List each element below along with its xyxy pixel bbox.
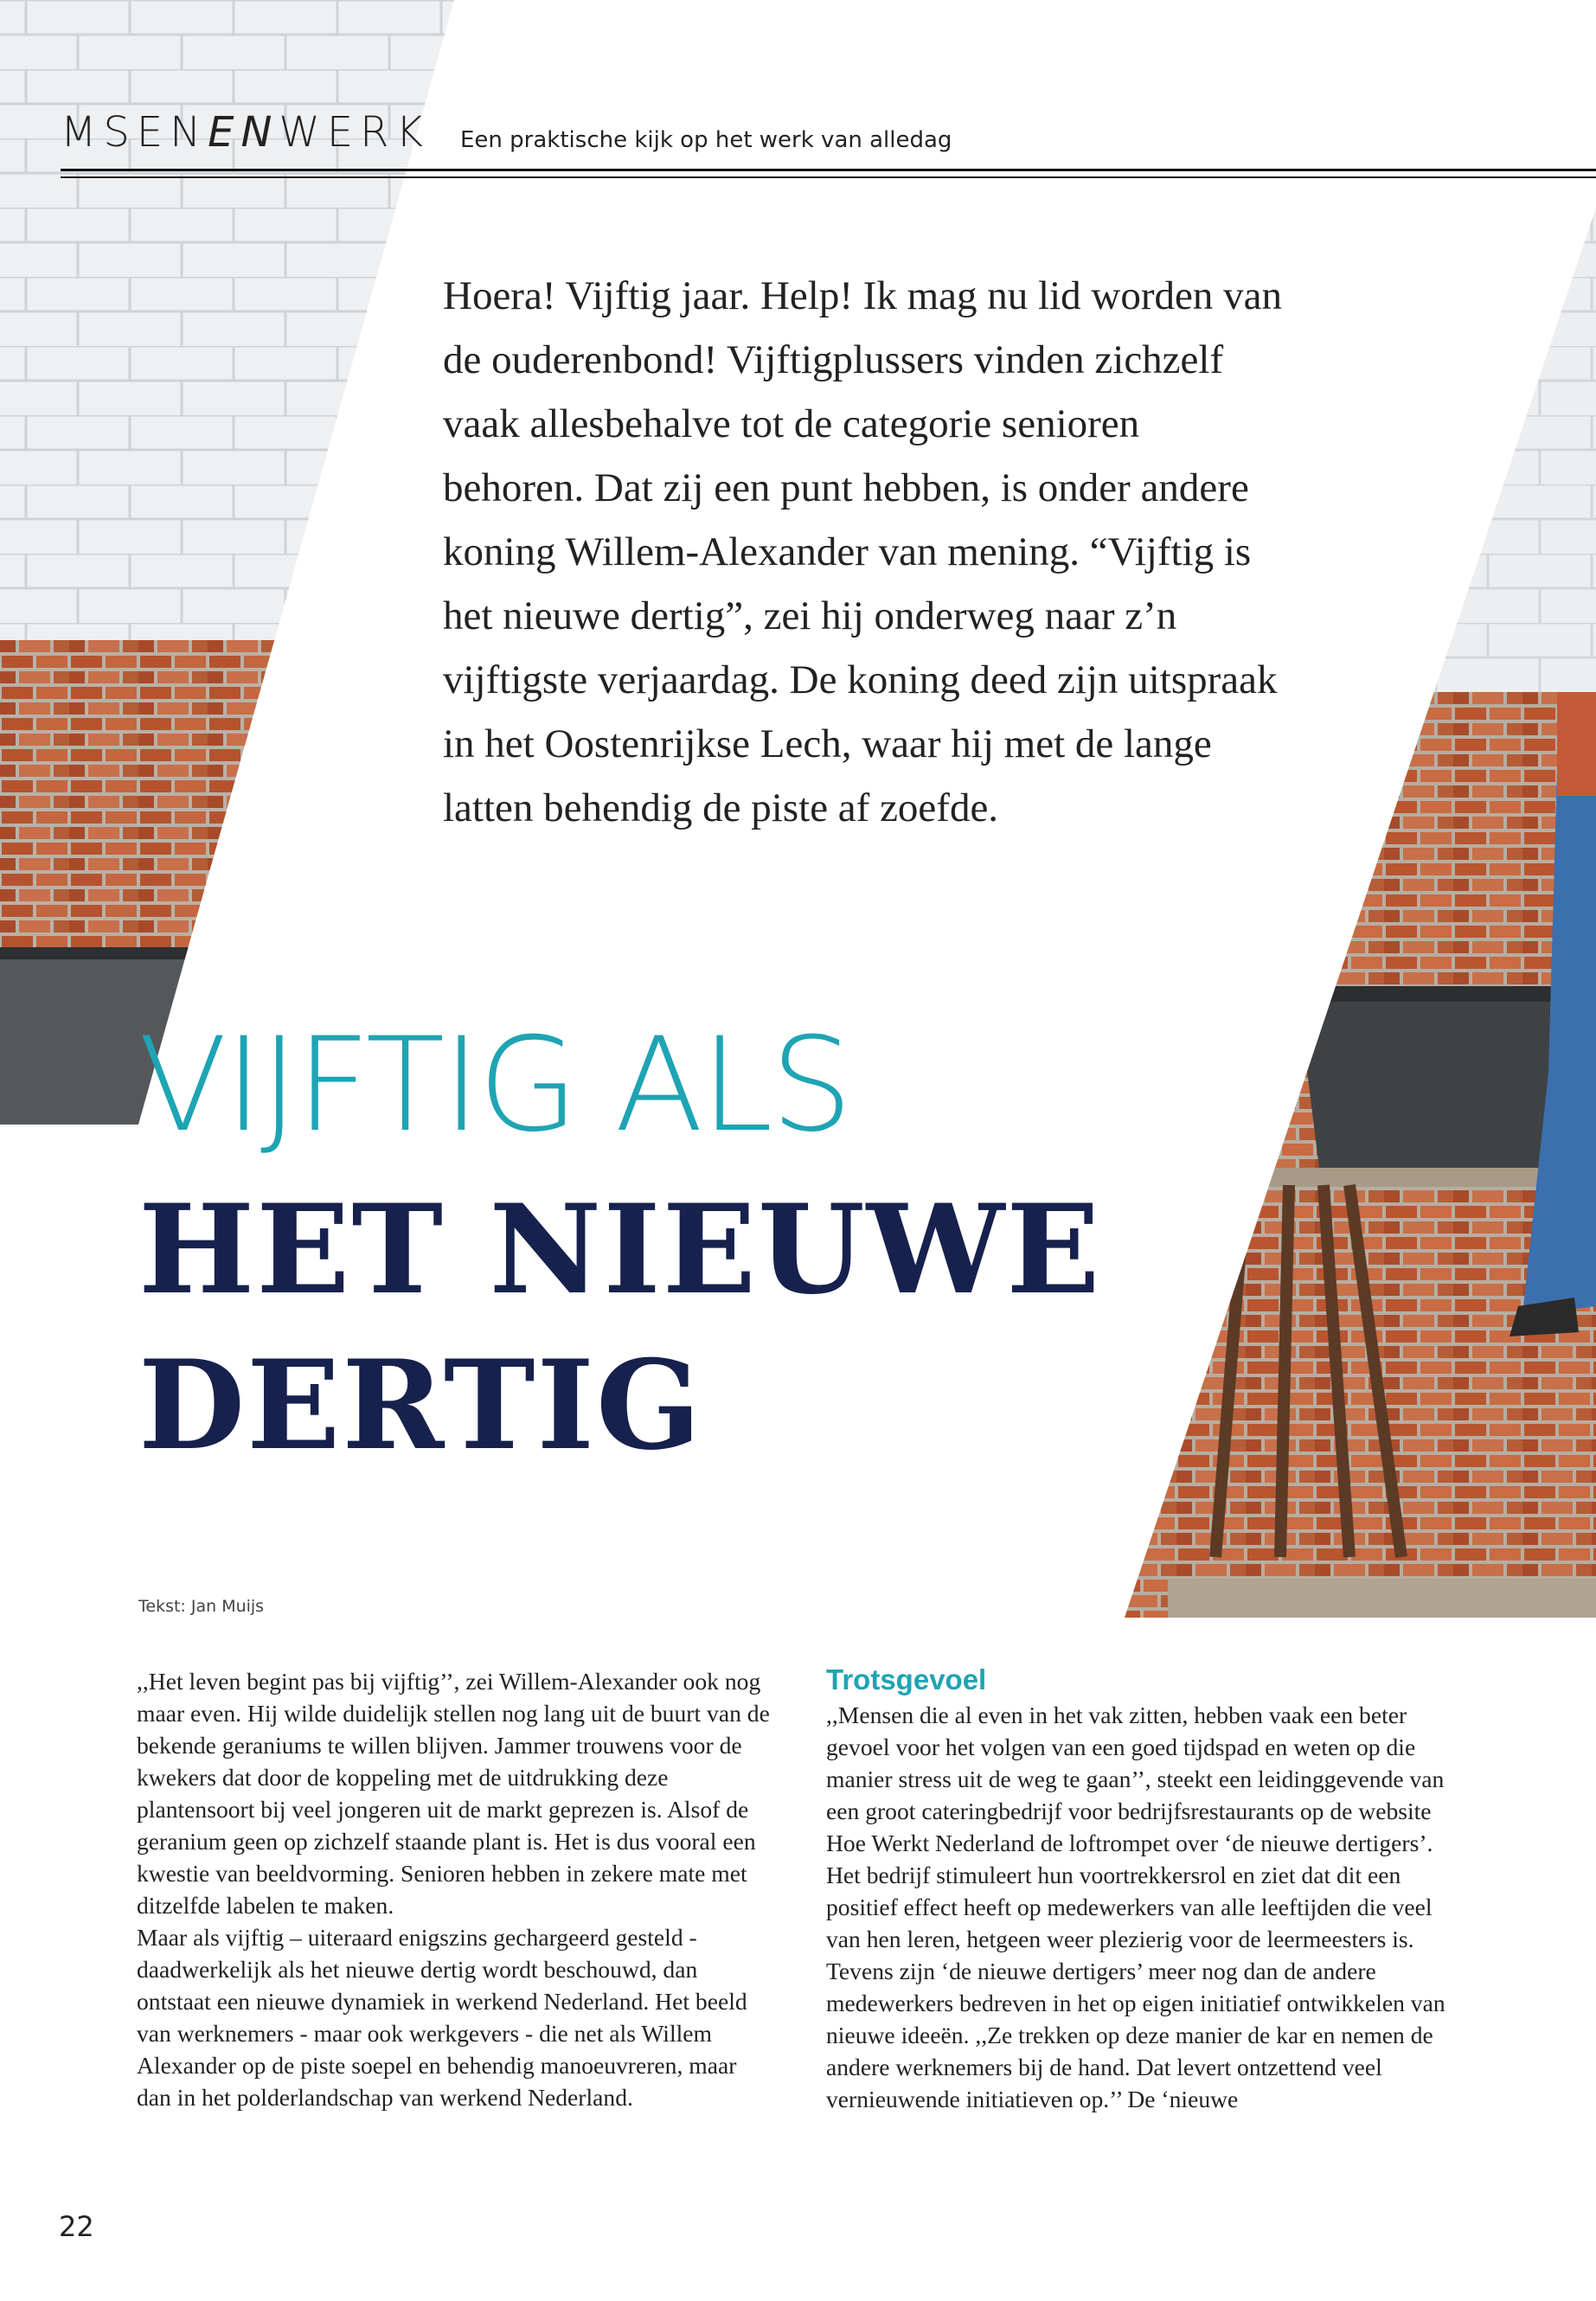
intro-paragraph: Hoera! Vijftig jaar. Help! Ik mag nu lid worden van de ouderenbond! Vijftigplussers vinden zichzelf vaak allesbehalve tot de categorie senioren behoren. Dat zij een punt hebben, is onder andere koning Willem-Alexander van mening. “Vijftig is het nieuwe dertig”, zei hij onderweg naar z’n vijftigste verjaardag. De koning deed zijn uitspraak in het Oostenrijkse Lech, waar hij met de lange latten behendig de piste af zoefde. — [443, 273, 1282, 830]
headline-line-2: HET NIEUWE — [138, 1178, 1102, 1322]
header-rule-secondary — [61, 176, 1596, 178]
headline-line-3: DERTIG — [138, 1334, 703, 1477]
article-paragraph: Maar als vijftig – uiteraard enigszins gechargeerd gesteld - daadwerkelijk als het nieuwe dertig wordt beschouwd, dan ontstaat een nieuwe dynamiek in werkend Nederland. Het beeld van werknemers - maar ook werkgevers - die net als Willem Alexander op de piste soepel en behendig manoeuvreren, maar dan in het polderlandschap van werkend Nederland. — [137, 1924, 747, 2111]
article-column-right — [826, 1663, 1462, 2115]
section-header — [61, 108, 1596, 186]
article-paragraph: ,,Het leven begint pas bij vijftig’’, zei Willem-Alexander ook nog maar even. Hij wilde duidelijk stellen nog lang uit de buurt van de bekende geraniums te willen blijven. Jammer trouwens voor de kwekers dat door de koppeling met de uitdrukking deze plantensoort bij veel jongeren uit de markt geprezen is. Alsof de geranium geen op zichzelf staande plant is. Het is dus vooral een kwestie van beeldvorming. Senioren hebben in zekere mate met ditzelfde labelen te maken. — [137, 1668, 770, 1919]
section-tagline: Een praktische kijk op het werk van alledag — [460, 127, 952, 153]
section-brand — [61, 108, 430, 157]
brand-suffix: WERK — [279, 108, 430, 157]
headline-line-1: VIJFTIG ALS — [138, 1010, 850, 1161]
author-credit: Tekst: Jan Muijs — [138, 1597, 265, 1616]
article-paragraph: Tevens zijn ‘de nieuwe dertigers’ meer nog dan de andere medewerkers bedreven in het op eigen initiatief ontwikkelen van nieuwe ideeën. ,,Ze trekken op deze manier de kar en nemen de andere werknemers bij de hand. Dat levert ontzettend veel vernieuwende initiatieven op.’’ De ‘nieuwe — [826, 1958, 1445, 2112]
header-rule — [61, 169, 1596, 171]
brand-prefix: MSEN — [61, 108, 208, 157]
article-column-left — [137, 1665, 772, 2113]
article-subheading: Trotsgevoel — [826, 1663, 987, 1695]
page-number: 22 — [59, 2210, 94, 2243]
article-paragraph: ,,Mensen die al even in het vak zitten, hebben vaak een beter gevoel voor het volgen van een goed tijdspad en weten op die manier stress uit de weg te gaan’’, steekt een leidinggevende van een groot cateringbedrijf voor bedrijfsrestaurants op de website Hoe Werkt Nederland de loftrompet over ‘de nieuwe dertigers’. Het bedrijf stimuleert hun voortrekkersrol en ziet dat dit een positief effect heeft op medewerkers van alle leeftijden die veel van hen leren, hetgeen weer plezierig voor de leermeesters is. — [826, 1702, 1445, 1952]
brand-emphasis: EN — [208, 108, 279, 157]
